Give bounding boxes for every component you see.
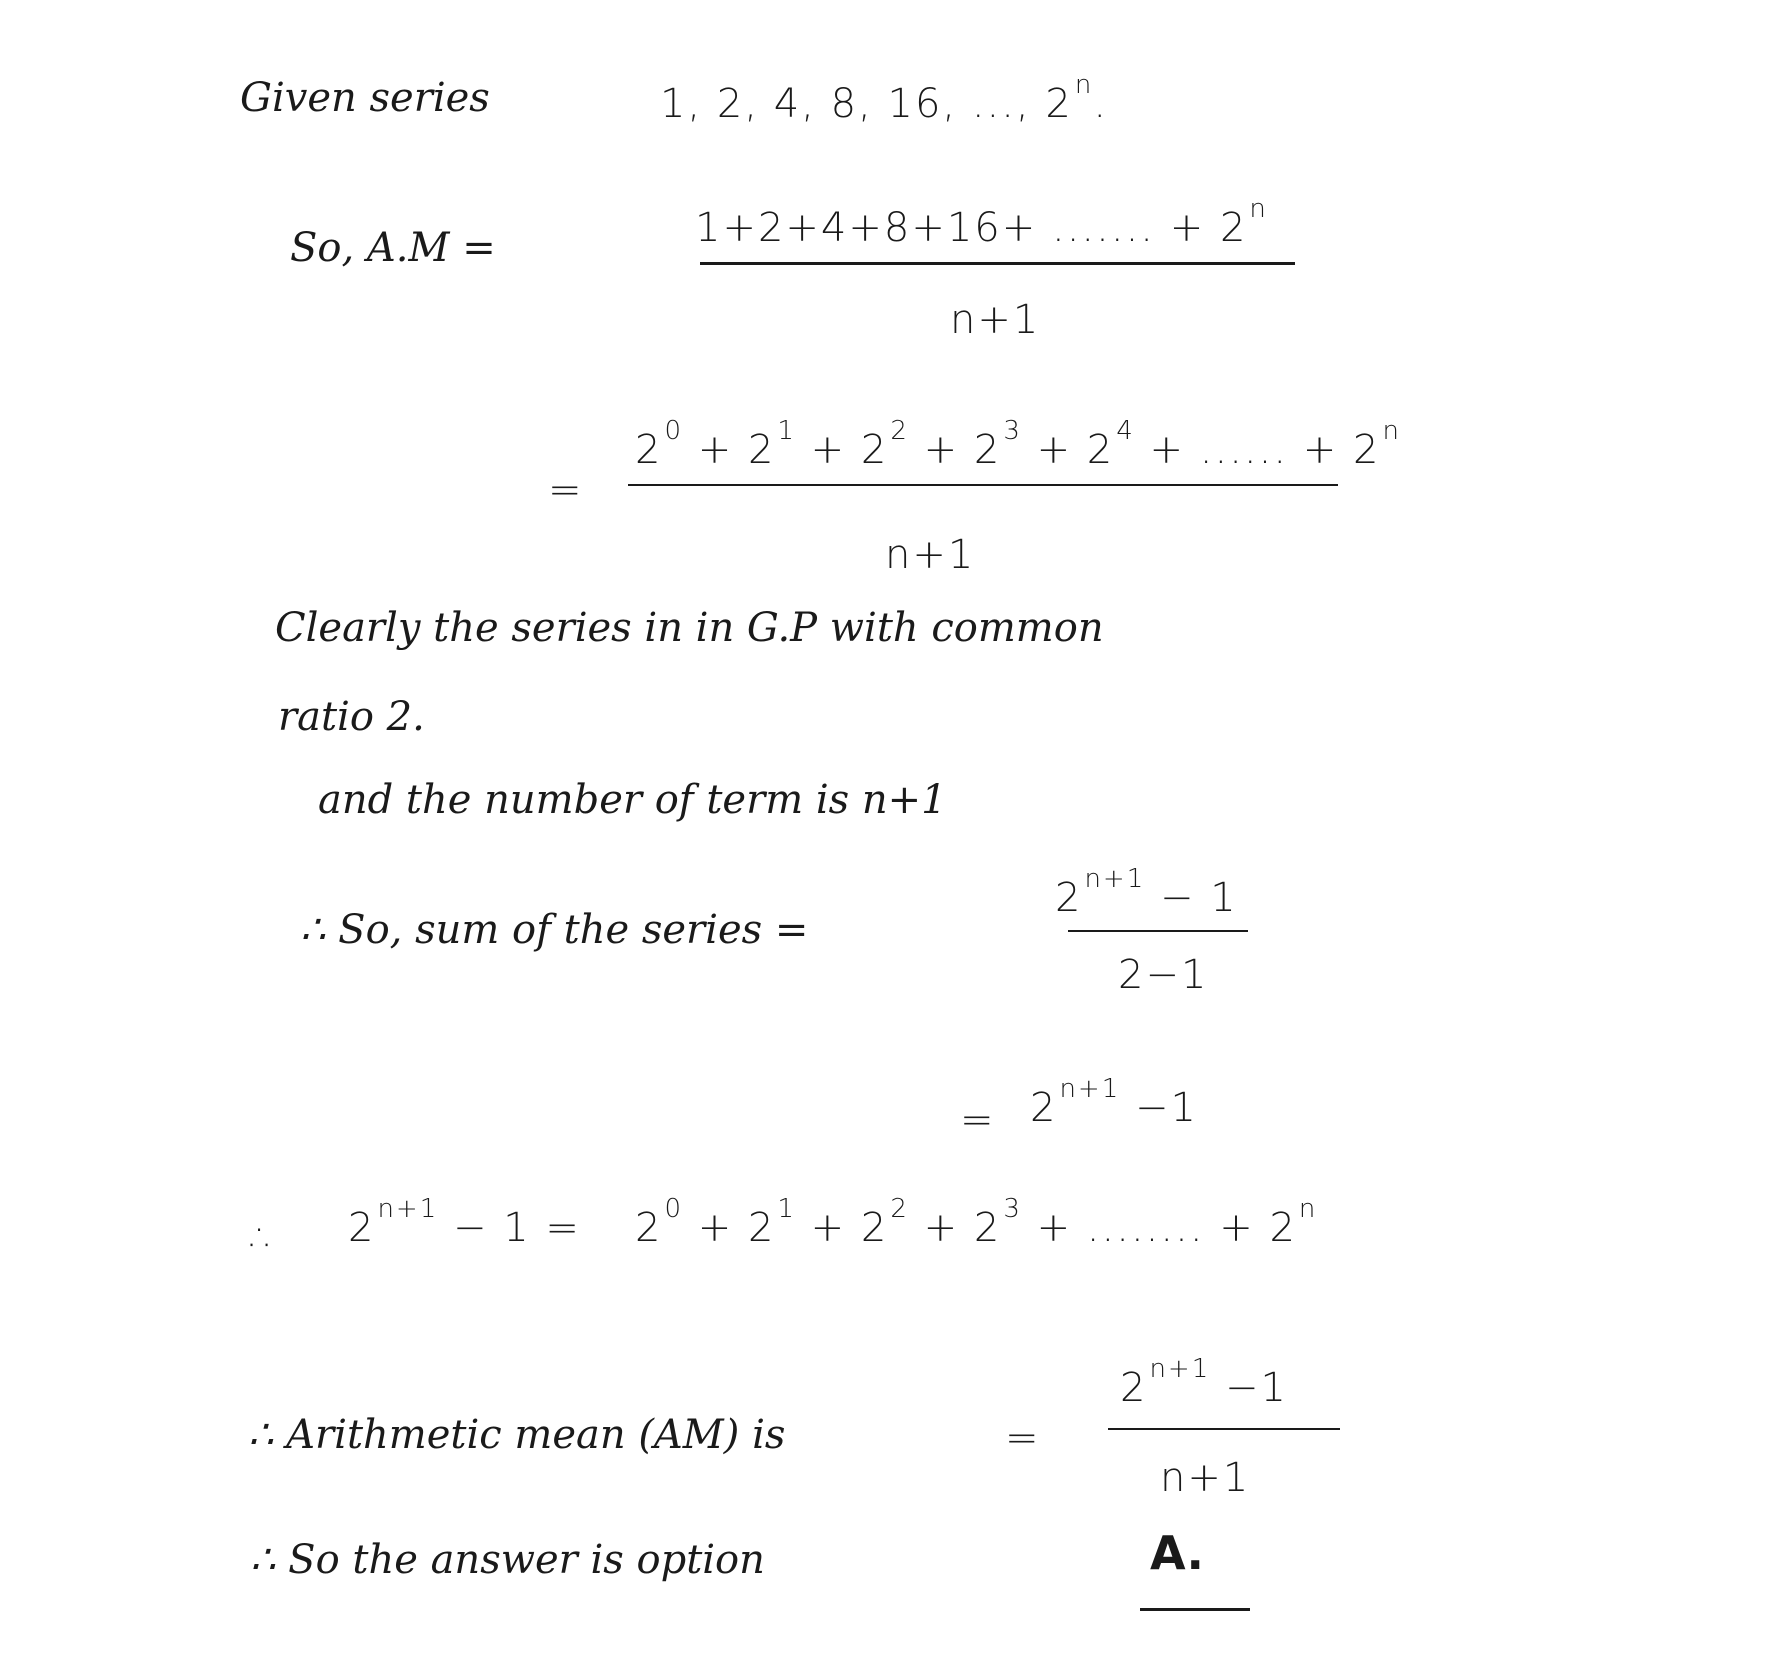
gp-statement-line2: ratio 2.	[278, 694, 425, 740]
sum-simplified-exponent: n+1	[1059, 1074, 1121, 1104]
arithmetic-mean-numerator	[1120, 1354, 1288, 1411]
identity-rhs	[635, 1194, 1318, 1251]
identity-term: 2	[635, 1205, 663, 1251]
power-term-exponent: 2	[890, 416, 909, 446]
am-definition-label: So, A.M =	[290, 225, 496, 271]
sum-numerator	[1055, 864, 1238, 921]
power-term-exponent: 3	[1003, 416, 1022, 446]
identity-therefore-sign: ∴	[250, 1215, 278, 1261]
identity-lhs-base: 2	[348, 1205, 376, 1251]
identity-term: + 2	[697, 1205, 776, 1251]
power-term-exponent: 0	[664, 416, 683, 446]
identity-tail: + ........ + 2	[1036, 1205, 1297, 1251]
identity-lhs-exponent: n+1	[377, 1194, 439, 1224]
powers-denominator: n+1	[885, 532, 976, 578]
sum-simplified-base: 2	[1030, 1085, 1058, 1131]
power-tail: + ...... + 2	[1149, 427, 1381, 473]
sum-simplified-equals: =	[960, 1097, 996, 1143]
power-term: + 2	[810, 427, 889, 473]
answer-option-letter: A	[1150, 1526, 1187, 1580]
given-series-expression	[660, 70, 1109, 127]
arithmetic-mean-label: ∴ Arithmetic mean (AM) is	[248, 1412, 786, 1458]
identity-term-exponent: 0	[664, 1194, 683, 1224]
given-series-label: Given series	[240, 75, 490, 121]
power-term-exponent: 1	[777, 416, 796, 446]
arithmetic-mean-denominator: n+1	[1160, 1455, 1251, 1501]
answer-option	[1150, 1526, 1204, 1580]
sum-numerator-tail: − 1	[1159, 875, 1238, 921]
identity-term-exponent: 1	[777, 1194, 796, 1224]
number-of-terms-statement: and the number of term is n+1	[318, 777, 947, 823]
given-series-exponent: n	[1074, 70, 1094, 100]
sum-numerator-exponent: n+1	[1084, 864, 1146, 894]
power-term-exponent: 4	[1116, 416, 1135, 446]
sum-denominator: 2−1	[1118, 952, 1209, 998]
sum-simplified-tail: −1	[1134, 1085, 1198, 1131]
sum-fraction-bar	[1068, 930, 1248, 932]
arithmetic-mean-numerator-exponent: n+1	[1149, 1354, 1211, 1384]
powers-numerator	[635, 416, 1401, 473]
given-series-terms: 1, 2, 4, 8, 16, ..., 2	[660, 81, 1073, 127]
gp-statement-line1: Clearly the series in in G.P with common	[275, 605, 1104, 651]
arithmetic-mean-numerator-tail: −1	[1224, 1365, 1288, 1411]
arithmetic-mean-fraction-bar	[1108, 1428, 1340, 1430]
am-numerator-sum: 1+2+4+8+16+ ....... + 2	[695, 205, 1248, 251]
am-numerator	[695, 194, 1268, 251]
arithmetic-mean-equals: =	[1005, 1415, 1041, 1461]
identity-tail-exponent: n	[1298, 1194, 1318, 1224]
identity-term: + 2	[923, 1205, 1002, 1251]
answer-option-dot: .	[1186, 1526, 1204, 1580]
sum-simplified-expression	[1030, 1074, 1198, 1131]
sum-numerator-base: 2	[1055, 875, 1083, 921]
identity-term-exponent: 2	[890, 1194, 909, 1224]
answer-statement: ∴ So the answer is option	[250, 1537, 765, 1583]
given-series-dot: .	[1093, 81, 1109, 127]
am-numerator-exponent: n	[1249, 194, 1268, 224]
sum-of-series-label: ∴ So, sum of the series =	[300, 907, 809, 953]
arithmetic-mean-numerator-base: 2	[1120, 1365, 1148, 1411]
identity-term-exponent: 3	[1003, 1194, 1022, 1224]
power-term: 2	[635, 427, 663, 473]
powers-equals-sign: =	[548, 467, 584, 513]
identity-lhs-tail: − 1 =	[452, 1205, 581, 1251]
power-tail-exponent: n	[1382, 416, 1401, 446]
power-term: + 2	[1036, 427, 1115, 473]
am-fraction-bar	[700, 262, 1295, 265]
am-denominator: n+1	[950, 297, 1041, 343]
power-term: + 2	[923, 427, 1002, 473]
powers-fraction-bar	[628, 484, 1338, 486]
identity-term: + 2	[810, 1205, 889, 1251]
answer-underline	[1140, 1608, 1250, 1611]
power-term: + 2	[697, 427, 776, 473]
identity-lhs	[348, 1194, 581, 1251]
